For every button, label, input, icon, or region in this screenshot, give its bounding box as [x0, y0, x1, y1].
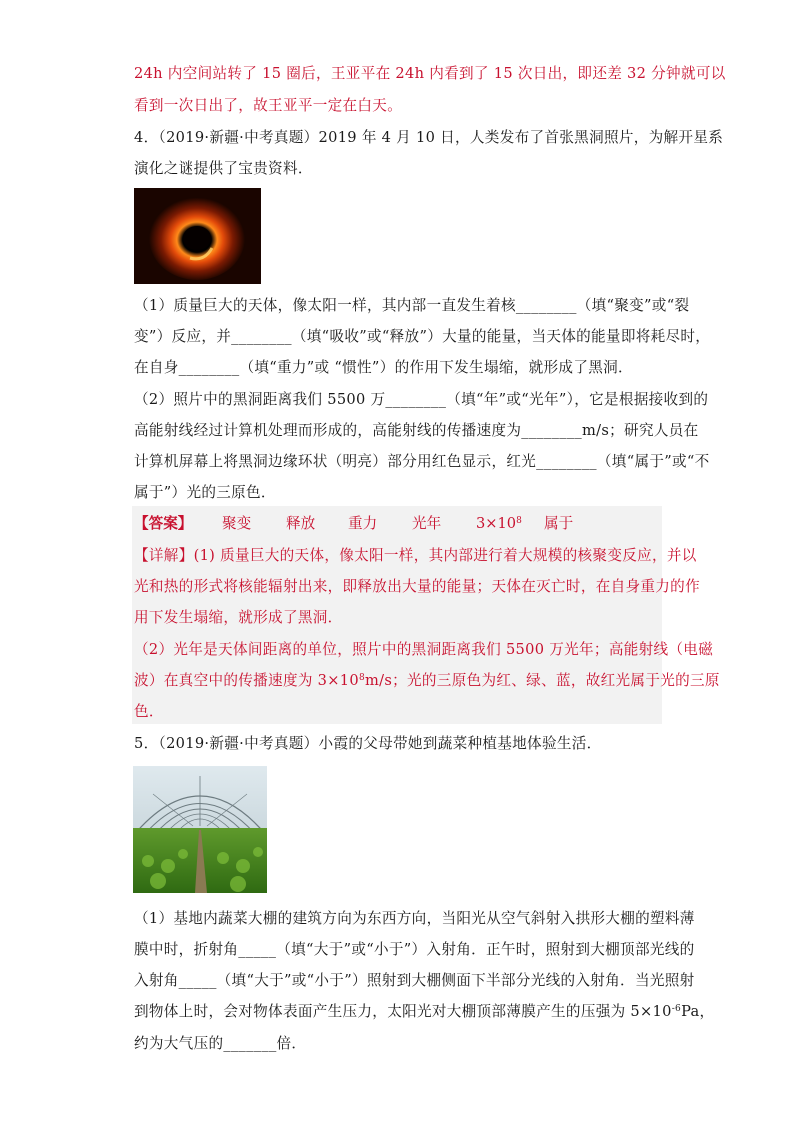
- q4-part2-line-4: 属于”）光的三原色．: [134, 484, 276, 501]
- detail-line-2: 光和热的形式将核能辐射出来，即释放出大量的能量；天体在灭亡时，在自身重力的作: [134, 578, 700, 595]
- greenhouse-photo: [133, 766, 267, 893]
- prev-answer-line-2: 看到一次日出了，故王亚平一定在白天。: [134, 97, 403, 114]
- answer-item-6: 属于: [544, 515, 574, 532]
- q4-part1-line-3: 在自身________（填“重力”或 “惯性”）的作用下发生塌缩，就形成了黑洞．: [134, 359, 633, 376]
- q4-stem-line-2: 演化之谜提供了宝贵资料．: [134, 160, 313, 177]
- detail-line-5: 波）在真空中的传播速度为 $3\times 10^8m/s$；光的三原色为红、绿、蓝，故红光属于光的三原: [134, 672, 720, 689]
- q5-part1-line-1: （1）基地内蔬菜大棚的建筑方向为东西方向，当阳光从空气斜射入拱形大棚的塑料薄: [134, 910, 695, 927]
- answer-item-5: $3\times 10^8$: [476, 515, 522, 532]
- detail-exponent: 8: [358, 673, 365, 683]
- answer-item-5-exponent: 8: [516, 516, 522, 526]
- answer-item-3: 重力: [348, 515, 378, 532]
- prev-answer-line-1: 24h 内空间站转了 15 圈后，王亚平在 24h 内看到了 15 次日出，即还差 32 分钟就可以: [134, 65, 726, 82]
- answer-row: [134, 514, 574, 534]
- q4-part1-line-1: （1）质量巨大的天体，像太阳一样，其内部一直发生着核________（填“聚变”或“裂: [134, 297, 690, 314]
- q4-part2-line-2: 高能射线经过计算机处理而形成的，高能射线的传播速度为________m/s；研究人员在: [134, 422, 699, 439]
- q4-part2-line-1: （2）照片中的黑洞距离我们 5500 万________（填“年”或“光年”），它是根据接收到的: [134, 391, 709, 408]
- answer-tag: 【答案】: [134, 515, 193, 532]
- q4-part1-line-2: 变”）反应，并________（填“吸收”或“释放”）大量的能量，当天体的能量即将耗尽时，: [134, 328, 711, 345]
- answer-item-4: 光年: [412, 515, 442, 532]
- q5-part1-line-2: 膜中时，折射角_____（填“大于”或“小于”）入射角．正午时，照射到大棚顶部光线的: [134, 941, 695, 958]
- black-hole-photo: [134, 188, 261, 284]
- q5-stem-line-1: 5．（2019·新疆·中考真题）小霞的父母带她到蔬菜种植基地体验生活．: [134, 735, 602, 752]
- q4-part2-line-3: 计算机屏幕上将黑洞边缘环状（明亮）部分用红色显示，红光________（填“属于”或“不: [134, 453, 710, 470]
- q5-part1-line-3: 入射角_____（填“大于”或“小于”）照射到大棚侧面下半部分光线的入射角．当光照射: [134, 972, 695, 989]
- detail-line-4: （2）光年是天体间距离的单位，照片中的黑洞距离我们 5500 万光年；高能射线（电磁: [134, 641, 714, 658]
- detail-line-6: 色．: [134, 703, 164, 720]
- q4-stem-line-1: 4．（2019·新疆·中考真题）2019 年 4 月 10 日，人类发布了首张黑洞照片，为解开星系: [134, 129, 724, 146]
- q5-part1-line-4: 到物体上时，会对物体表面产生压力，太阳光对大棚顶部薄膜产生的压强为 $5\times 10^{-6}Pa$，: [134, 1003, 715, 1020]
- answer-item-1: 聚变: [222, 515, 252, 532]
- q5-part1-line-5: 约为大气压的_______倍．: [134, 1035, 307, 1052]
- detail-line-3: 用下发生塌缩，就形成了黑洞．: [134, 609, 343, 626]
- q5-exponent: -6: [671, 1004, 682, 1014]
- detail-line-1: 【详解】(1) 质量巨大的天体，像太阳一样，其内部进行着大规模的核聚变反应，并以: [134, 547, 697, 564]
- answer-item-2: 释放: [286, 515, 316, 532]
